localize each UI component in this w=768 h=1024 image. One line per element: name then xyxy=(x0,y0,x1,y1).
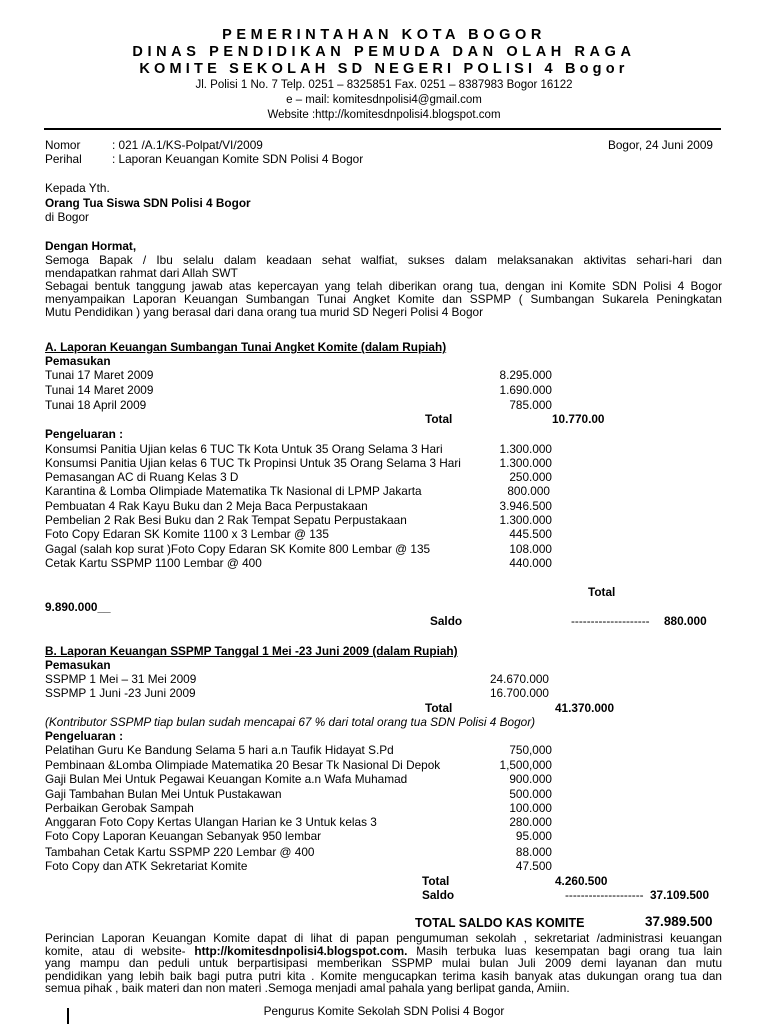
section-a-income-desc: Tunai 17 Maret 2009 xyxy=(45,368,154,382)
section-b-expense-amount: 95.000 xyxy=(515,829,552,843)
section-a-expense-total-suffix: __ xyxy=(97,600,111,614)
section-a-expense-amount: 440.000 xyxy=(509,556,552,570)
section-b-expense-desc: Pembinaan &Lomba Olimpiade Matematika 20 Besar Tk Nasional Di Depok xyxy=(45,758,441,772)
section-b-income-desc: SSPMP 1 Juni -23 Juni 2009 xyxy=(45,686,196,700)
opening-p2-line1: Sebagai bentuk tanggung jawab atas kepercayan yang telah diberikan orang tua, dengan ini Komite SDN Polisi 4 Bogor xyxy=(45,279,722,293)
header-rule xyxy=(44,128,721,130)
section-a-expense-total xyxy=(45,600,111,614)
section-a-income-desc: Tunai 18 April 2009 xyxy=(45,398,147,412)
section-b-expense-amount: 88.000 xyxy=(515,845,552,859)
section-a-expense-amount: 3.946.500 xyxy=(499,499,552,513)
opening-paragraph-1 xyxy=(45,254,722,319)
perihal-value: : Laporan Keuangan Komite SDN Polisi 4 Bogor xyxy=(112,152,364,166)
section-b-income-label: Pemasukan xyxy=(45,658,111,672)
section-b-saldo-label: Saldo xyxy=(422,888,455,902)
section-b-expense-desc: Gaji Bulan Mei Untuk Pegawai Keuangan Komite a.n Wafa Muhamad xyxy=(45,772,408,786)
section-a-expense-amount: 445.500 xyxy=(509,527,552,541)
closing-line3: yang mampu dan peduli untuk berpartisipasi memberikan SSPMP mulai bulan Juli 2009 demi layanan dan mutu xyxy=(45,956,722,971)
section-a-expense-desc: Pembelian 2 Rak Besi Buku dan 2 Rak Tempat Sepatu Perpustakaan xyxy=(45,513,407,527)
section-a-income-desc: Tunai 14 Maret 2009 xyxy=(45,383,154,397)
perihal-label: Perihal xyxy=(45,152,82,166)
section-a-income-label: Pemasukan xyxy=(45,354,111,368)
letterhead-email: e – mail: komitesdnpolisi4@gmail.com xyxy=(286,94,482,106)
section-b-expense-amount: 900.000 xyxy=(509,772,552,786)
section-a-expense-total-label: Total xyxy=(588,585,616,599)
section-b-expense-desc: Gaji Tambahan Bulan Mei Untuk Pustakawan xyxy=(45,787,282,801)
recipient-name: Orang Tua Siswa SDN Polisi 4 Bogor xyxy=(45,196,251,210)
section-a-title: A. Laporan Keuangan Sumbangan Tunai Angket Komite (dalam Rupiah) xyxy=(45,340,447,354)
section-a-expense-desc: Konsumsi Panitia Ujian kelas 6 TUC Tk Propinsi Untuk 35 Orang Selama 3 Hari xyxy=(45,456,461,470)
section-a-saldo-dashes: -------------------- xyxy=(571,614,650,628)
section-a-expense-desc: Karantina & Lomba Olimpiade Matematika Tk Nasional di LPMP Jakarta xyxy=(45,484,422,498)
closing-line2-text: komite, atau di website- xyxy=(45,943,195,958)
opening-p2-line2: menyampaikan Laporan Keuangan Sumbangan Tunai Angket Komite dan SSPMP ( Sumbangan Sukarela Peningkatan xyxy=(45,292,722,306)
section-b-expense-amount: 100.000 xyxy=(509,801,552,815)
section-b-expense-amount: 500.000 xyxy=(509,787,552,801)
section-b-note: (Kontributor SSPMP tiap bulan sudah mencapai 67 % dari total orang tua SDN Polisi 4 Bogor) xyxy=(45,715,536,729)
section-a-income-amount: 1.690.000 xyxy=(499,383,552,397)
text-cursor xyxy=(67,1008,69,1024)
section-b-expense-desc: Foto Copy Laporan Keuangan Sebanyak 950 lembar xyxy=(45,829,322,843)
section-a-expense-desc: Pembuatan 4 Rak Kayu Buku dan 2 Meja Baca Perpustakaan xyxy=(45,499,368,513)
opening-p2-line3: Mutu Pendidikan ) yang berasal dari dana orang tua murid SD Negeri Polisi 4 Bogor xyxy=(45,305,484,319)
recipient-greeting: Kepada Yth. xyxy=(45,181,110,195)
section-a-income-total-label: Total xyxy=(425,412,453,426)
section-b-expense-desc: Tambahan Cetak Kartu SSPMP 220 Lembar @ 400 xyxy=(45,845,315,859)
section-b-income-amount: 24.670.000 xyxy=(489,672,549,686)
section-b-income-desc: SSPMP 1 Mei – 31 Mei 2009 xyxy=(45,672,197,686)
section-a-income-amount: 785.000 xyxy=(509,398,552,412)
section-b-expense-amount: 47.500 xyxy=(515,859,552,873)
grand-total-label: TOTAL SALDO KAS KOMITE xyxy=(415,916,585,930)
salutation: Dengan Hormat, xyxy=(45,239,137,253)
section-a-saldo-label: Saldo xyxy=(430,614,463,628)
letterhead-line1: PEMERINTAHAN KOTA BOGOR xyxy=(222,27,546,43)
section-b-expense-desc: Anggaran Foto Copy Kertas Ulangan Harian ke 3 Untuk kelas 3 xyxy=(45,815,377,829)
section-a-expense-desc: Konsumsi Panitia Ujian kelas 6 TUC Tk Kota Untuk 35 Orang Selama 3 Hari xyxy=(45,442,443,456)
signature-line: Pengurus Komite Sekolah SDN Polisi 4 Bogor xyxy=(263,1004,505,1018)
section-b-expense-total-label: Total xyxy=(422,874,450,888)
closing-line4: pendidikan yang lebih baik bagi putra putri kita . Komite mengucapkan terima kasih banyak atas dukungan orang tua dan xyxy=(45,968,722,983)
section-a-expense-amount: 800.000 xyxy=(507,484,550,498)
section-a-expense-total-value: 9.890.000 xyxy=(45,600,98,614)
section-a-expense-desc: Foto Copy Edaran SK Komite 1100 x 3 Lembar @ 135 xyxy=(45,527,329,541)
grand-total-value: 37.989.500 xyxy=(645,914,713,929)
closing-paragraph xyxy=(45,932,722,995)
closing-line1: Perincian Laporan Keuangan Komite dapat di lihat di papan pengumuman sekolah , sekretariat /administrasi keuangan xyxy=(45,931,722,945)
section-a-expense-label: Pengeluaran : xyxy=(45,427,124,441)
section-b-expense-amount: 750,000 xyxy=(509,743,552,757)
letterhead-line2: DINAS PENDIDIKAN PEMUDA DAN OLAH RAGA xyxy=(132,44,636,60)
section-b-title: B. Laporan Keuangan SSPMP Tanggal 1 Mei -23 Juni 2009 (dalam Rupiah) xyxy=(45,644,458,658)
section-b-expense-amount: 280.000 xyxy=(509,815,552,829)
section-a-expense-amount: 1.300.000 xyxy=(499,513,552,527)
closing-line2-tail: Masih terbuka luas kesempatan bagi orang tua lain xyxy=(407,943,722,958)
section-b-saldo-dashes: -------------------- xyxy=(565,888,644,902)
closing-line5: semua pihak , baik materi dan non materi .Semoga menjadi amal pahala yang berlipat ganda, Amiin. xyxy=(45,981,570,996)
section-a-expense-desc: Pemasangan AC di Ruang Kelas 3 D xyxy=(45,470,239,484)
section-a-expense-desc: Gagal (salah kop surat )Foto Copy Edaran SK Komite 800 Lembar @ 135 xyxy=(45,542,431,556)
section-b-income-amount: 16.700.000 xyxy=(489,686,549,700)
section-a-saldo: 880.000 xyxy=(664,614,707,628)
section-b-expense-label: Pengeluaran : xyxy=(45,729,124,743)
recipient-location: di Bogor xyxy=(45,210,89,224)
nomor-label: Nomor xyxy=(45,138,81,152)
section-a-expense-amount: 1.300.000 xyxy=(499,456,552,470)
section-a-income-amount: 8.295.000 xyxy=(499,368,552,382)
section-a-expense-desc: Cetak Kartu SSPMP 1100 Lembar @ 400 xyxy=(45,556,262,570)
section-b-expense-amount: 1,500,000 xyxy=(499,758,552,772)
section-a-income-total: 10.770.00 xyxy=(552,412,605,426)
nomor-value: : 021 /A.1/KS-Polpat/VI/2009 xyxy=(112,138,263,152)
section-a-expense-amount: 1.300.000 xyxy=(499,442,552,456)
section-b-expense-desc: Perbaikan Gerobak Sampah xyxy=(45,801,194,815)
section-b-income-total-label: Total xyxy=(425,701,453,715)
section-b-saldo: 37.109.500 xyxy=(650,888,710,902)
letterhead-line3: KOMITE SEKOLAH SD NEGERI POLISI 4 Bogor xyxy=(139,61,629,77)
letterhead-website: Website :http://komitesdnpolisi4.blogspot.com xyxy=(267,109,501,121)
opening-p1-line1: Semoga Bapak / Ibu selalu dalam keadaan sehat walfiat, sukses dalam melaksanakan aktivitas sehari-hari dan xyxy=(45,253,722,267)
section-b-expense-desc: Pelatihan Guru Ke Bandung Selama 5 hari a.n Taufik Hidayat S.Pd xyxy=(45,743,394,757)
section-b-expense-desc: Foto Copy dan ATK Sekretariat Komite xyxy=(45,859,248,873)
letter-date: Bogor, 24 Juni 2009 xyxy=(608,138,713,152)
section-a-expense-amount: 108.000 xyxy=(509,542,552,556)
website-link[interactable]: http://komitesdnpolisi4.blogspot.com. xyxy=(194,943,408,958)
section-a-expense-amount: 250.000 xyxy=(509,470,552,484)
section-b-expense-total: 4.260.500 xyxy=(555,874,608,888)
opening-p1-line2: mendapatkan rahmat dari Allah SWT xyxy=(45,266,238,280)
letterhead-address: Jl. Polisi 1 No. 7 Telp. 0251 – 8325851 Fax. 0251 – 8387983 Bogor 16122 xyxy=(195,79,573,91)
section-b-income-total: 41.370.000 xyxy=(555,701,615,715)
